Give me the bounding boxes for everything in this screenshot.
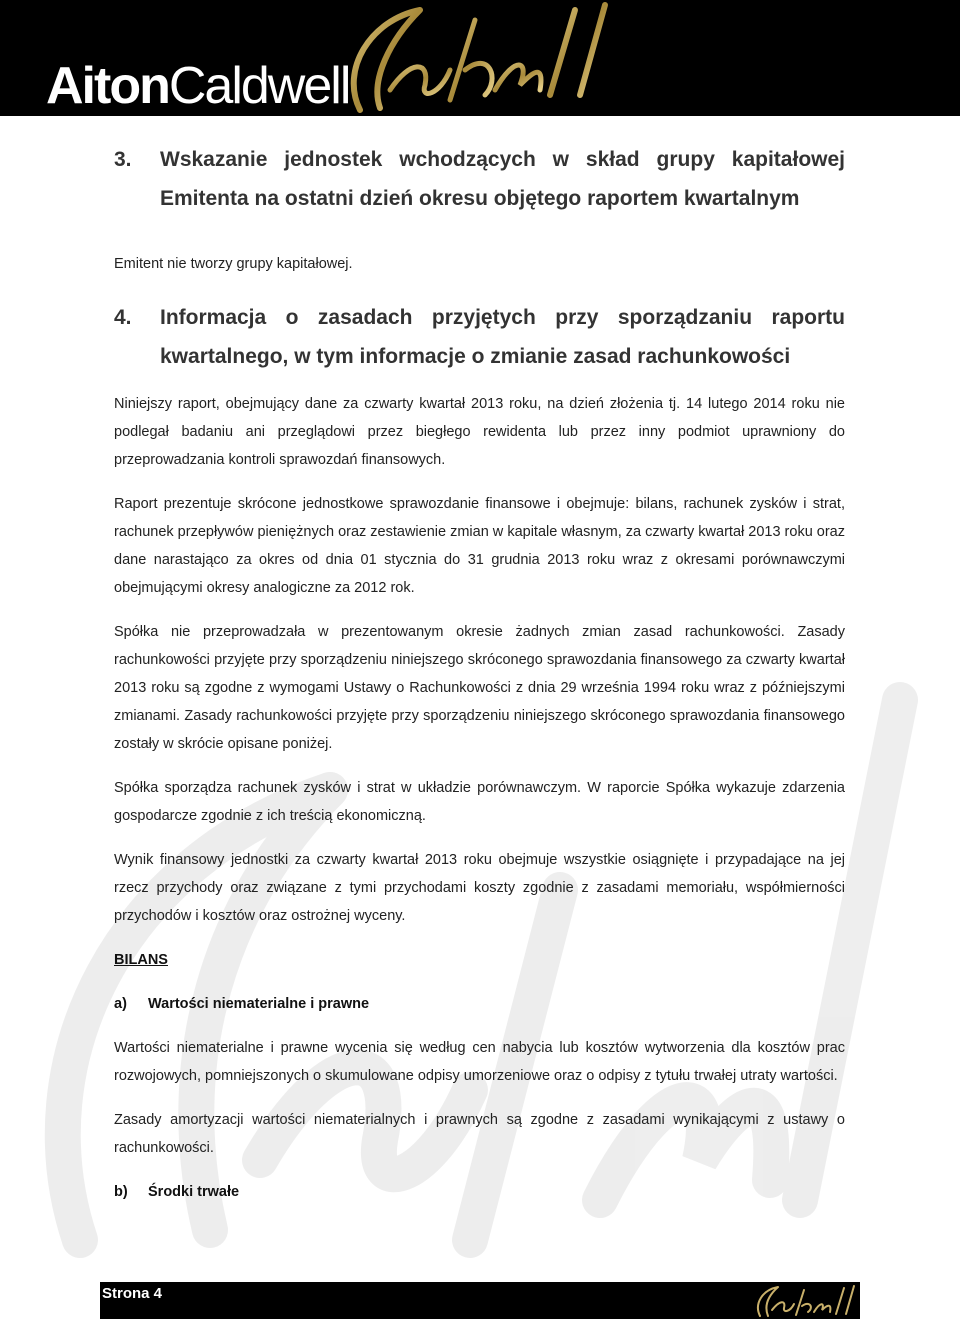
- bilans-heading: BILANS: [114, 952, 168, 968]
- paragraph: Niniejszy raport, obejmujący dane za czwarty kwartał 2013 roku, na dzień złożenia tj. 14 lutego 2014 roku nie podlegał badaniu ani przeglądowi przez biegłego rewidenta lub przez inny podmiot uprawniony do przeprowadzania kontroli sprawozdań finansowych.: [114, 396, 845, 468]
- section-4-title: Informacja o zasadach przyjętych przy sporządzaniu raportu kwartalnego, w tym informacje o zmianie zasad rachunkowości: [160, 306, 845, 368]
- paragraph: Spółka sporządza rachunek zysków i strat w układzie porównawczym. W raporcie Spółka wykazuje zdarzenia gospodarcze zgodnie z ich treścią ekonomiczną.: [114, 780, 845, 824]
- subsection-b-title: Środki trwałe: [148, 1184, 240, 1200]
- section-4-heading: [114, 298, 845, 376]
- section-3-heading: [114, 140, 845, 218]
- brand-name-part2: Caldwell: [168, 57, 350, 115]
- page-number: Strona 4: [102, 1285, 163, 1302]
- section-4-number: 4.: [114, 306, 132, 329]
- paragraph: Wynik finansowy jednostki za czwarty kwartał 2013 roku obejmuje wszystkie osiągnięte i przypadające na jej rzecz przychody oraz związane z tymi przychodami koszty zgodnie z zasadami memoriału, współmierności przychodów i kosztów oraz ostrożnej wyceny.: [114, 852, 845, 924]
- subsection-a-heading: [114, 990, 845, 1018]
- caldwell-signature-small-icon: [750, 1282, 860, 1319]
- brand-name-part1: Aiton: [46, 57, 169, 115]
- paragraph: Raport prezentuje skrócone jednostkowe sprawozdanie finansowe i obejmuje: bilans, rachunek zysków i strat, rachunek przepływów pieniężnych oraz zestawienie zmian w kapitale własnym, za czwarty kwartał 2013 roku oraz dane narastająco za okres od dnia 01 stycznia do 31 grudnia 2013 roku wraz z okresami porównawczymi obejmującymi okresy analogiczne za 2012 rok.: [114, 496, 845, 596]
- subsection-a-title: Wartości niematerialne i prawne: [148, 996, 370, 1012]
- paragraph: Zasady amortyzacji wartości niematerialnych i prawnych są zgodne z zasadami wynikającymi z ustawy o rachunkowości.: [114, 1112, 845, 1156]
- page-header: [0, 0, 960, 116]
- caldwell-signature-icon: [300, 0, 640, 116]
- subsection-b-heading: [114, 1178, 845, 1206]
- section-3-number: 3.: [114, 148, 132, 171]
- paragraph: Spółka nie przeprowadzała w prezentowanym okresie żadnych zmian zasad rachunkowości. Zasady rachunkowości przyjęte przy sporządzeniu niniejszego skróconego sprawozdania finansowego za czwarty kwartał 2013 roku są zgodne z wymogami Ustawy o Rachunkowości z dnia 29 września 1994 roku wraz z późniejszymi zmianami. Zasady rachunkowości przyjęte przy sporządzeniu niniejszego skróconego sprawozdania finansowego zostały w skrócie opisane poniżej.: [114, 624, 845, 752]
- subsection-b-letter: b): [114, 1184, 128, 1200]
- section-3-body: Emitent nie tworzy grupy kapitałowej.: [114, 256, 353, 272]
- brand-logo: [46, 57, 350, 115]
- subsection-a-letter: a): [114, 996, 127, 1012]
- paragraph: Wartości niematerialne i prawne wycenia się według cen nabycia lub kosztów wytworzenia dla kosztów prac rozwojowych, pomniejszonych o skumulowane odpisy umorzeniowe oraz o odpisy z tytułu trwałej utraty wartości.: [114, 1040, 845, 1084]
- section-3-title: Wskazanie jednostek wchodzących w skład grupy kapitałowej Emitenta na ostatni dzień okresu objętego raportem kwartalnym: [160, 148, 845, 210]
- page-footer: [100, 1282, 860, 1319]
- document-body: [114, 140, 845, 1222]
